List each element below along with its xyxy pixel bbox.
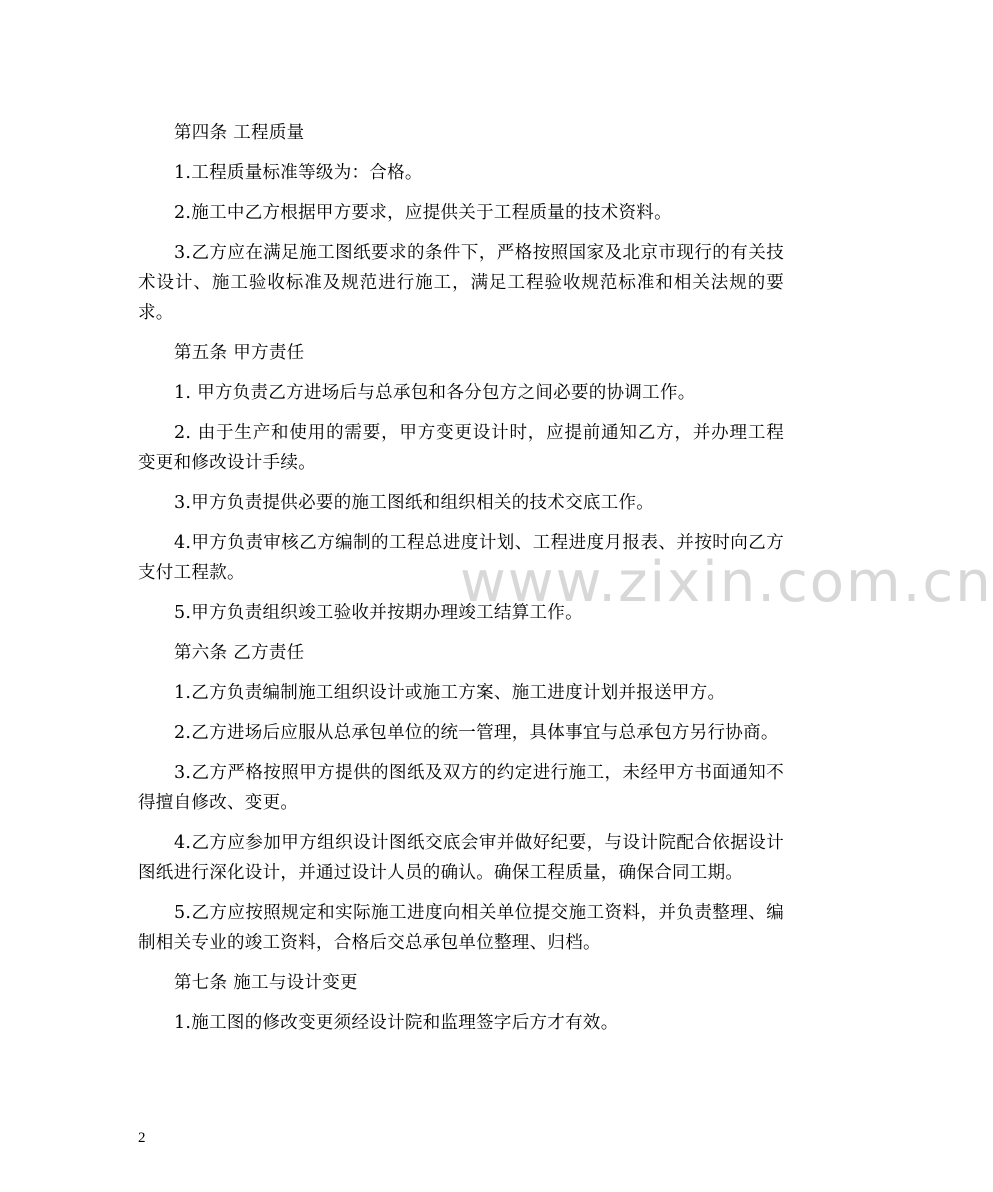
paragraph: 1. 甲方负责乙方进场后与总承包和各分包方之间必要的协调工作。 [174,383,696,403]
article-heading: 第五条 甲方责任 [174,343,305,363]
paragraph: 5.乙方应按照规定和实际施工进度向相关单位提交施工资料，并负责整理、编制相关专业的竣工资料，合格后交总承包单位整理、归档。 [138,903,784,953]
article-heading: 第四条 工程质量 [174,123,305,143]
paragraph: 4.甲方负责审核乙方编制的工程总进度计划、工程进度月报表、并按时向乙方支付工程款。 [138,533,784,583]
paragraph: 5.甲方负责组织竣工验收并按期办理竣工结算工作。 [174,603,583,623]
paragraph: 2. 由于生产和使用的需要，甲方变更设计时，应提前通知乙方，并办理工程变更和修改设计手续。 [138,423,784,473]
paragraph: 3.乙方应在满足施工图纸要求的条件下，严格按照国家及北京市现行的有关技术设计、施工验收标准及规范进行施工，满足工程验收规范标准和相关法规的要求。 [138,243,784,323]
watermark: www.zixin.com.cn [460,550,993,615]
article-heading: 第六条 乙方责任 [174,643,305,663]
paragraph: 3.甲方负责提供必要的施工图纸和组织相关的技术交底工作。 [174,493,655,513]
paragraph: 2.乙方进场后应服从总承包单位的统一管理，具体事宜与总承包方另行协商。 [174,723,779,743]
paragraph: 4.乙方应参加甲方组织设计图纸交底会审并做好纪要，与设计院配合依据设计图纸进行深化设计，并通过设计人员的确认。确保工程质量，确保合同工期。 [138,833,784,883]
paragraph: 2.施工中乙方根据甲方要求，应提供关于工程质量的技术资料。 [174,203,672,223]
paragraph: 3.乙方严格按照甲方提供的图纸及双方的约定进行施工，未经甲方书面通知不得擅自修改、变更。 [138,763,784,813]
document-body [138,118,784,1048]
paragraph: 1.工程质量标准等级为：合格。 [174,163,423,183]
page-number: 2 [138,1130,146,1146]
paragraph: 1.施工图的修改变更须经设计院和监理签字后方才有效。 [174,1013,619,1033]
paragraph: 1.乙方负责编制施工组织设计或施工方案、施工进度计划并报送甲方。 [174,683,726,703]
article-heading: 第七条 施工与设计变更 [174,973,358,993]
